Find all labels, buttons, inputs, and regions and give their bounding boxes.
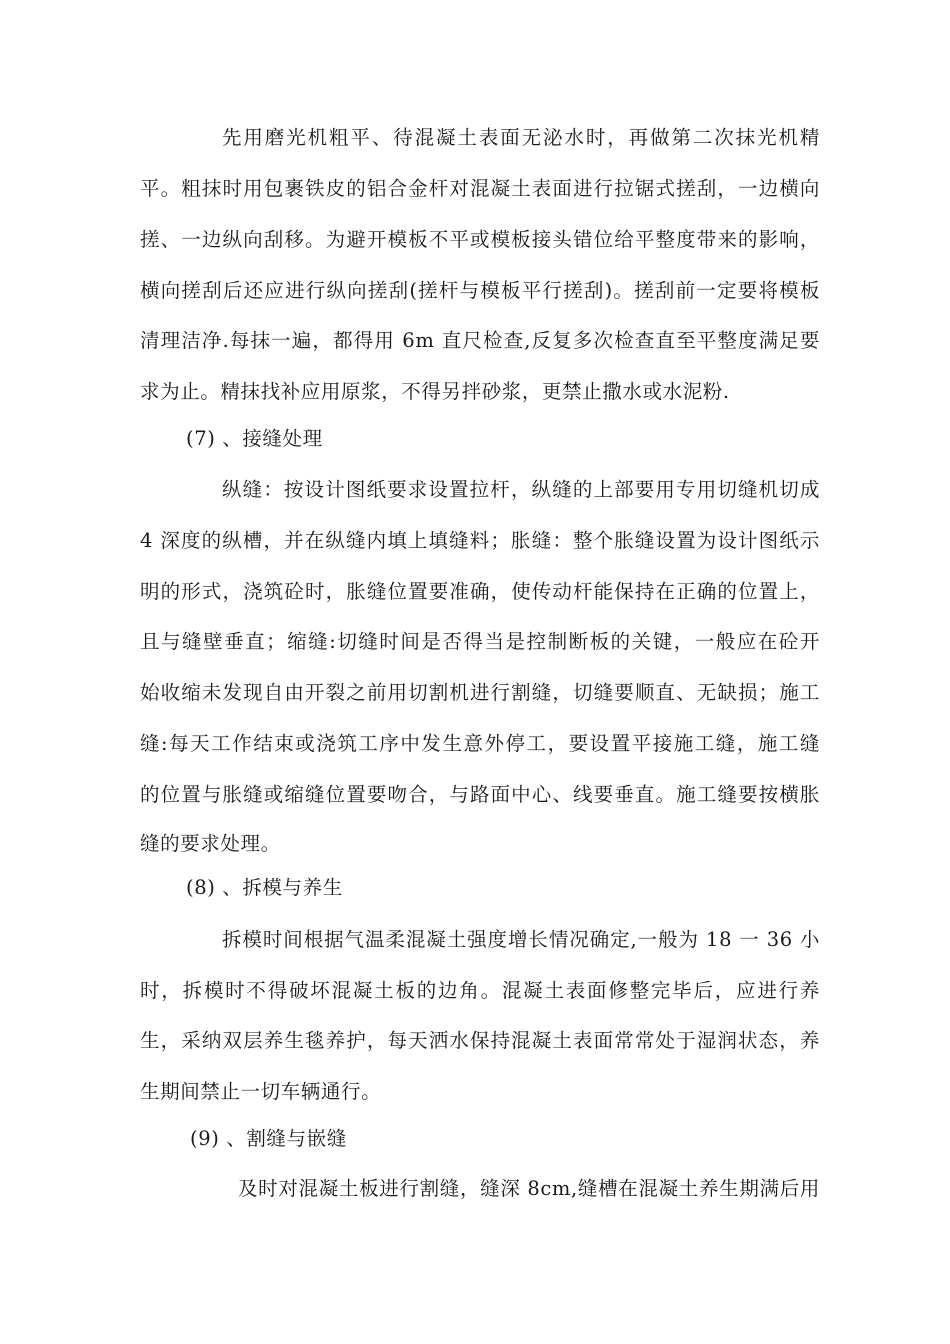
paragraph-3-line-1: 拆模时间根据气温柔混凝土强度增长情况确定,一般为 18 一 36 小: [222, 928, 820, 951]
section-heading-7: (7) 、接缝处理: [186, 427, 323, 450]
paragraph-2-line-1: 纵缝：按设计图纸要求设置拉杆，纵缝的上部要用专用切缝机切成: [222, 478, 820, 501]
paragraph-2-line-2: 4 深度的纵槽，并在纵缝内填上填缝料；胀缝：整个胀缝设置为设计图纸示: [140, 529, 820, 552]
paragraph-1-line-6: 求为止。精抹找补应用原浆，不得另拌砂浆，更禁止撒水或水泥粉.: [140, 380, 730, 403]
paragraph-1-line-3: 搓、一边纵向刮移。为避开模板不平或模板接头错位给平整度带来的影响，: [140, 228, 820, 251]
paragraph-2-line-5: 始收缩未发现自由开裂之前用切割机进行割缝，切缝要顺直、无缺损；施工: [140, 681, 820, 704]
paragraph-3-line-3: 生，采纳双层养生毯养护，每天洒水保持混凝土表面常常处于湿润状态，养: [140, 1029, 820, 1052]
paragraph-2-line-6: 缝:每天工作结束或浇筑工序中发生意外停工，要设置平接施工缝，施工缝: [140, 732, 820, 755]
paragraph-2-line-4: 且与缝壁垂直；缩缝:切缝时间是否得当是控制断板的关键，一般应在砼开: [140, 630, 820, 653]
paragraph-3-line-2: 时，拆模时不得破坏混凝土板的边角。混凝土表面修整完毕后，应进行养: [140, 979, 820, 1002]
paragraph-2-line-3: 明的形式，浇筑砼时，胀缝位置要准确，使传动杆能保持在正确的位置上，: [140, 580, 820, 603]
paragraph-2-line-8: 缝的要求处理。: [140, 832, 281, 855]
section-heading-8: (8) 、拆模与养生: [186, 876, 343, 899]
paragraph-3-line-4: 生期间禁止一切车辆通行。: [140, 1080, 382, 1103]
paragraph-1-line-2: 平。粗抹时用包裹铁皮的铝合金杆对混凝土表面进行拉锯式搓刮，一边横向: [140, 177, 820, 200]
paragraph-1-line-4: 横向搓刮后还应进行纵向搓刮(搓杆与模板平行搓刮)。搓刮前一定要将模板: [140, 279, 820, 302]
paragraph-1-line-1: 先用磨光机粗平、待混凝土表面无泌水时，再做第二次抹光机精: [222, 126, 820, 149]
paragraph-1-line-5: 清理洁净.每抹一遍，都得用 6m 直尺检查,反复多次检查直至平整度满足要: [140, 329, 820, 352]
paragraph-4-line-1: 及时对混凝土板进行割缝，缝深 8cm,缝槽在混凝土养生期满后用: [238, 1177, 820, 1200]
paragraph-2-line-7: 的位置与胀缝或缩缝位置要吻合，与路面中心、线要垂直。施工缝要按横胀: [140, 783, 820, 806]
section-heading-9: (9) 、割缝与嵌缝: [190, 1127, 347, 1150]
